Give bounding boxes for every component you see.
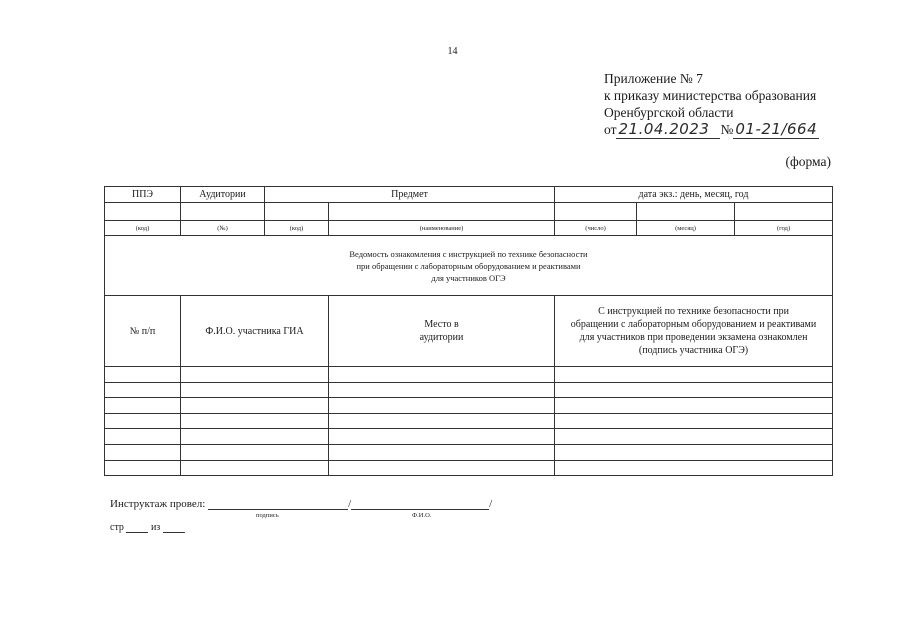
caption-subject-name: (наименование) [329,221,555,236]
month-cell[interactable] [637,203,735,221]
column-acknowledgement [555,296,833,367]
ppe-code-cell[interactable] [105,203,181,221]
row-number-cell[interactable] [105,367,181,383]
appendix-order-ref: к приказу министерства образования [604,88,817,103]
page-number: 14 [447,46,458,57]
slash-separator: / [348,498,352,510]
statement-title-line: для участников ОГЭ [431,272,506,283]
caption-year: (год) [735,221,833,236]
slash-separator: / [489,498,493,510]
table-row [105,460,833,476]
appendix-header [604,70,819,139]
row-place-cell[interactable] [329,460,555,476]
caption-subject-code: (код) [265,221,329,236]
appendix-region: Оренбургской области [604,105,734,120]
row-number-cell[interactable] [105,460,181,476]
row-name-cell[interactable] [181,429,329,445]
row-place-cell[interactable] [329,367,555,383]
day-cell[interactable] [555,203,637,221]
row-signature-cell[interactable] [555,413,833,429]
subject-name-cell[interactable] [329,203,555,221]
column-place-line: Место в [424,319,459,330]
page-count-line [110,522,185,533]
table-fill-row [105,203,833,221]
table-row [105,398,833,414]
header-ppe: ППЭ [105,187,181,203]
ack-line: для участников при проведении экзамена ознакомлен [579,332,808,343]
fio-caption: Ф.И.О. [412,512,432,519]
page-number-field[interactable] [126,522,148,533]
year-cell[interactable] [735,203,833,221]
table-row [105,429,833,445]
table-header-row [105,187,833,203]
header-subject: Предмет [265,187,555,203]
subject-code-cell[interactable] [265,203,329,221]
row-name-cell[interactable] [181,460,329,476]
row-number-cell[interactable] [105,382,181,398]
table-row [105,367,833,383]
caption-month: (месяц) [637,221,735,236]
handwritten-date: 21.04.2023 [616,121,720,139]
signature-caption: подпись [256,512,279,519]
statement-title-line: при обращении с лабораторным оборудованием и реактивами [356,260,581,271]
row-name-cell[interactable] [181,413,329,429]
participant-rows [105,367,833,476]
table-row [105,382,833,398]
row-signature-cell[interactable] [555,460,833,476]
row-name-cell[interactable] [181,444,329,460]
row-signature-cell[interactable] [555,382,833,398]
form-label: (форма) [785,154,831,169]
caption-auditorium-number: (№) [181,221,265,236]
column-place [329,296,555,367]
row-name-cell[interactable] [181,367,329,383]
header-auditorium: Аудитории [181,187,265,203]
column-header-row [105,296,833,367]
statement-title-line: Ведомость ознакомления с инструкцией по технике безопасности [349,248,588,259]
table-code-captions-row [105,221,833,236]
row-number-cell[interactable] [105,444,181,460]
row-number-cell[interactable] [105,413,181,429]
caption-ppe-code: (код) [105,221,181,236]
row-name-cell[interactable] [181,398,329,414]
auditorium-number-cell[interactable] [181,203,265,221]
number-prefix: № [720,122,734,137]
row-name-cell[interactable] [181,382,329,398]
row-place-cell[interactable] [329,444,555,460]
column-participant-name: Ф.И.О. участника ГИА [181,296,329,367]
ack-line: обращении с лабораторным оборудованием и реактивами [570,319,817,330]
row-place-cell[interactable] [329,382,555,398]
row-signature-cell[interactable] [555,367,833,383]
table-row [105,413,833,429]
row-number-cell[interactable] [105,398,181,414]
ack-line: (подпись участника ОГЭ) [638,345,749,356]
handwritten-number: 01-21/664 [733,121,819,139]
row-number-cell[interactable] [105,429,181,445]
row-place-cell[interactable] [329,429,555,445]
instructor-fio-field[interactable] [351,498,489,510]
statement-title [105,236,833,296]
row-signature-cell[interactable] [555,429,833,445]
order-date-number [604,121,819,139]
acknowledgement-form-table [104,186,833,476]
table-row [105,444,833,460]
appendix-title: Приложение № 7 [604,71,703,86]
row-signature-cell[interactable] [555,444,833,460]
signature-field[interactable] [208,498,348,510]
header-exam-date: дата экз.: день, месяц, год [555,187,833,203]
instructor-label: Инструктаж провел: [110,498,206,510]
date-prefix: от [604,122,617,137]
row-signature-cell[interactable] [555,398,833,414]
caption-day: (число) [555,221,637,236]
column-number: № п/п [105,296,181,367]
page-total-field[interactable] [163,522,185,533]
column-place-line: аудитории [419,332,464,343]
ack-line: С инструкцией по технике безопасности при [598,306,789,317]
row-place-cell[interactable] [329,398,555,414]
table-title-row [105,236,833,296]
row-place-cell[interactable] [329,413,555,429]
instructor-line [110,498,492,510]
page-label: стр [110,522,124,533]
of-label: из [150,522,161,533]
